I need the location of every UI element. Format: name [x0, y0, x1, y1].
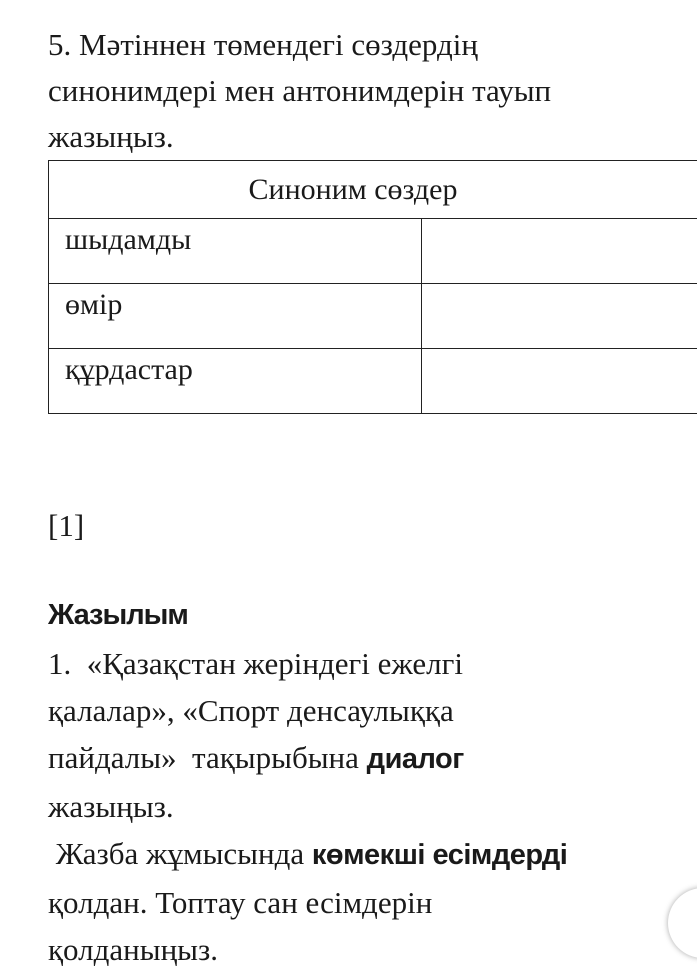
table-row: [49, 219, 697, 284]
answer-cell: [422, 219, 697, 284]
word-cell: құрдастар: [49, 349, 422, 414]
writing-line-3: [48, 734, 688, 783]
writing-task-text: [48, 640, 688, 973]
answer-cell: [422, 349, 697, 414]
bold-term-dialog: диалог: [366, 743, 464, 775]
writing-line-7: қолданыңыз.: [48, 932, 218, 967]
task-5-line-1: 5. Мәтіннен төмендегі сөздердің: [48, 27, 478, 62]
writing-line-3-text: пайдалы» тақырыбына: [48, 740, 367, 775]
table-header: Синоним сөздер: [49, 161, 697, 219]
writing-line-4: жазыңыз.: [48, 789, 174, 824]
writing-line-5-text: Жазба жұмысында: [48, 836, 312, 871]
writing-line-1: 1. «Қазақстан жеріндегі ежелгі: [48, 646, 463, 681]
task-5-instruction: [48, 22, 688, 160]
writing-line-6: қолдан. Топтау сан есімдерін: [48, 885, 433, 920]
answer-cell: [422, 284, 697, 349]
task-5-line-3: жазыңыз.: [48, 119, 174, 154]
table-header-row: [49, 161, 697, 219]
writing-line-2: қалалар», «Спорт денсаулыққа: [48, 693, 454, 728]
score-mark: [1]: [48, 508, 85, 543]
bold-term-pronouns: көмекші есімдерді: [311, 839, 568, 871]
synonym-table: [48, 160, 697, 414]
writing-line-5: [48, 830, 688, 879]
section-heading: Жазылым: [48, 599, 188, 631]
table-row: [49, 349, 697, 414]
task-5-line-2: синонимдері мен антонимдерін тауып: [48, 73, 552, 108]
table-row: [49, 284, 697, 349]
word-cell: өмір: [49, 284, 422, 349]
word-cell: шыдамды: [49, 219, 422, 284]
